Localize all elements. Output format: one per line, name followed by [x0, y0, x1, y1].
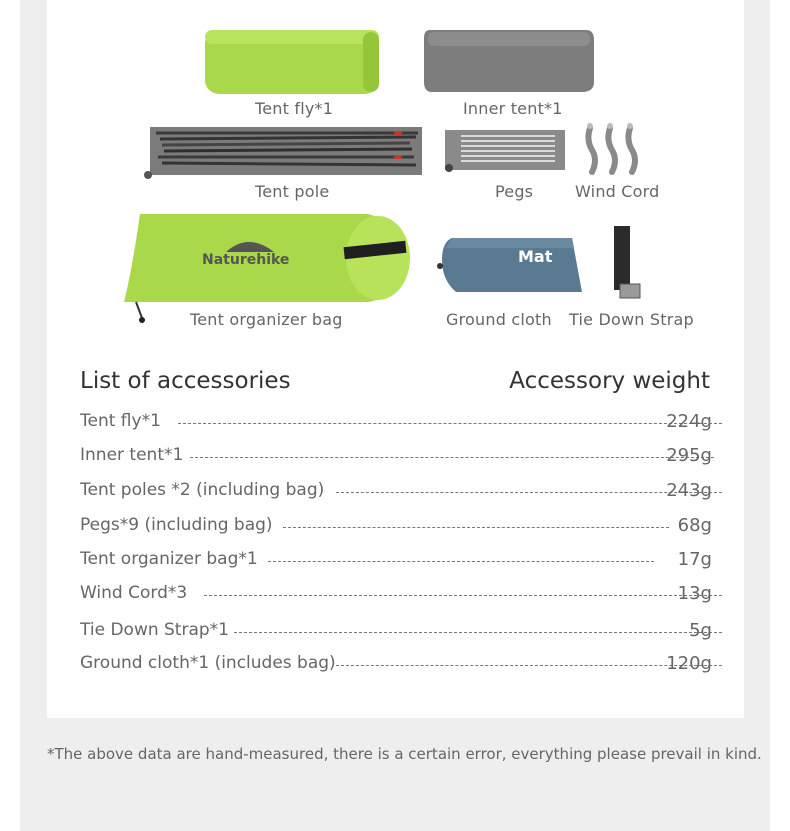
list-of-accessories-heading: List of accessories	[80, 368, 291, 394]
table-row	[80, 583, 712, 607]
table-row	[80, 445, 712, 469]
dotted-leader	[268, 561, 654, 562]
inner-tent-image	[422, 26, 596, 94]
tie-down-strap-caption: Tie Down Strap	[569, 310, 694, 329]
inner-tent-caption: Inner tent*1	[463, 99, 563, 118]
bag-brand-text: Naturehike	[202, 252, 290, 268]
tent-fly-image	[203, 28, 381, 96]
dotted-leader	[234, 632, 722, 633]
table-row	[80, 480, 712, 504]
organizer-bag-caption: Tent organizer bag	[190, 310, 343, 329]
pegs-caption: Pegs	[495, 182, 534, 201]
accessory-name: Wind Cord*3	[80, 583, 188, 603]
dotted-leader	[336, 492, 722, 493]
accessory-name: Tent organizer bag*1	[80, 549, 258, 569]
dotted-leader	[336, 665, 722, 666]
dotted-leader	[204, 595, 722, 596]
table-row	[80, 411, 712, 435]
accessory-weight-heading: Accessory weight	[509, 368, 710, 394]
accessory-weight: 295g	[666, 445, 712, 466]
dotted-leader	[190, 457, 714, 458]
accessory-name: Ground cloth*1 (includes bag)	[80, 653, 336, 673]
dotted-leader	[283, 527, 669, 528]
table-row	[80, 515, 712, 539]
footnote: *The above data are hand-measured, there is a certain error, everything please prevail in kind.	[47, 745, 762, 763]
ground-cloth-image	[432, 230, 584, 296]
table-row	[80, 549, 712, 573]
tie-down-strap-image	[608, 222, 644, 304]
wind-cord-caption: Wind Cord	[575, 182, 660, 201]
tent-pole-image	[140, 125, 424, 183]
accessory-weight: 224g	[666, 411, 712, 432]
accessory-weight: 13g	[677, 583, 712, 604]
accessories-card	[47, 0, 744, 718]
tent-pole-caption: Tent pole	[255, 182, 330, 201]
accessory-name: Pegs*9 (including bag)	[80, 515, 273, 535]
tent-fly-caption: Tent fly*1	[255, 99, 334, 118]
accessory-name: Inner tent*1	[80, 445, 184, 465]
accessory-weight: 68g	[677, 515, 712, 536]
wind-cord-image	[580, 120, 644, 176]
accessory-name: Tent fly*1	[80, 411, 161, 431]
mat-label: Mat	[518, 247, 553, 266]
accessory-name: Tie Down Strap*1	[80, 620, 229, 640]
pegs-image	[443, 128, 567, 174]
accessory-weight: 17g	[677, 549, 712, 570]
ground-cloth-caption: Ground cloth	[446, 310, 552, 329]
table-row	[80, 620, 712, 644]
accessory-weight: 5g	[689, 620, 712, 641]
dotted-leader	[178, 423, 722, 424]
accessory-weight: 243g	[666, 480, 712, 501]
accessory-name: Tent poles *2 (including bag)	[80, 480, 325, 500]
accessory-weight: 120g	[666, 653, 712, 674]
table-row	[80, 653, 712, 677]
